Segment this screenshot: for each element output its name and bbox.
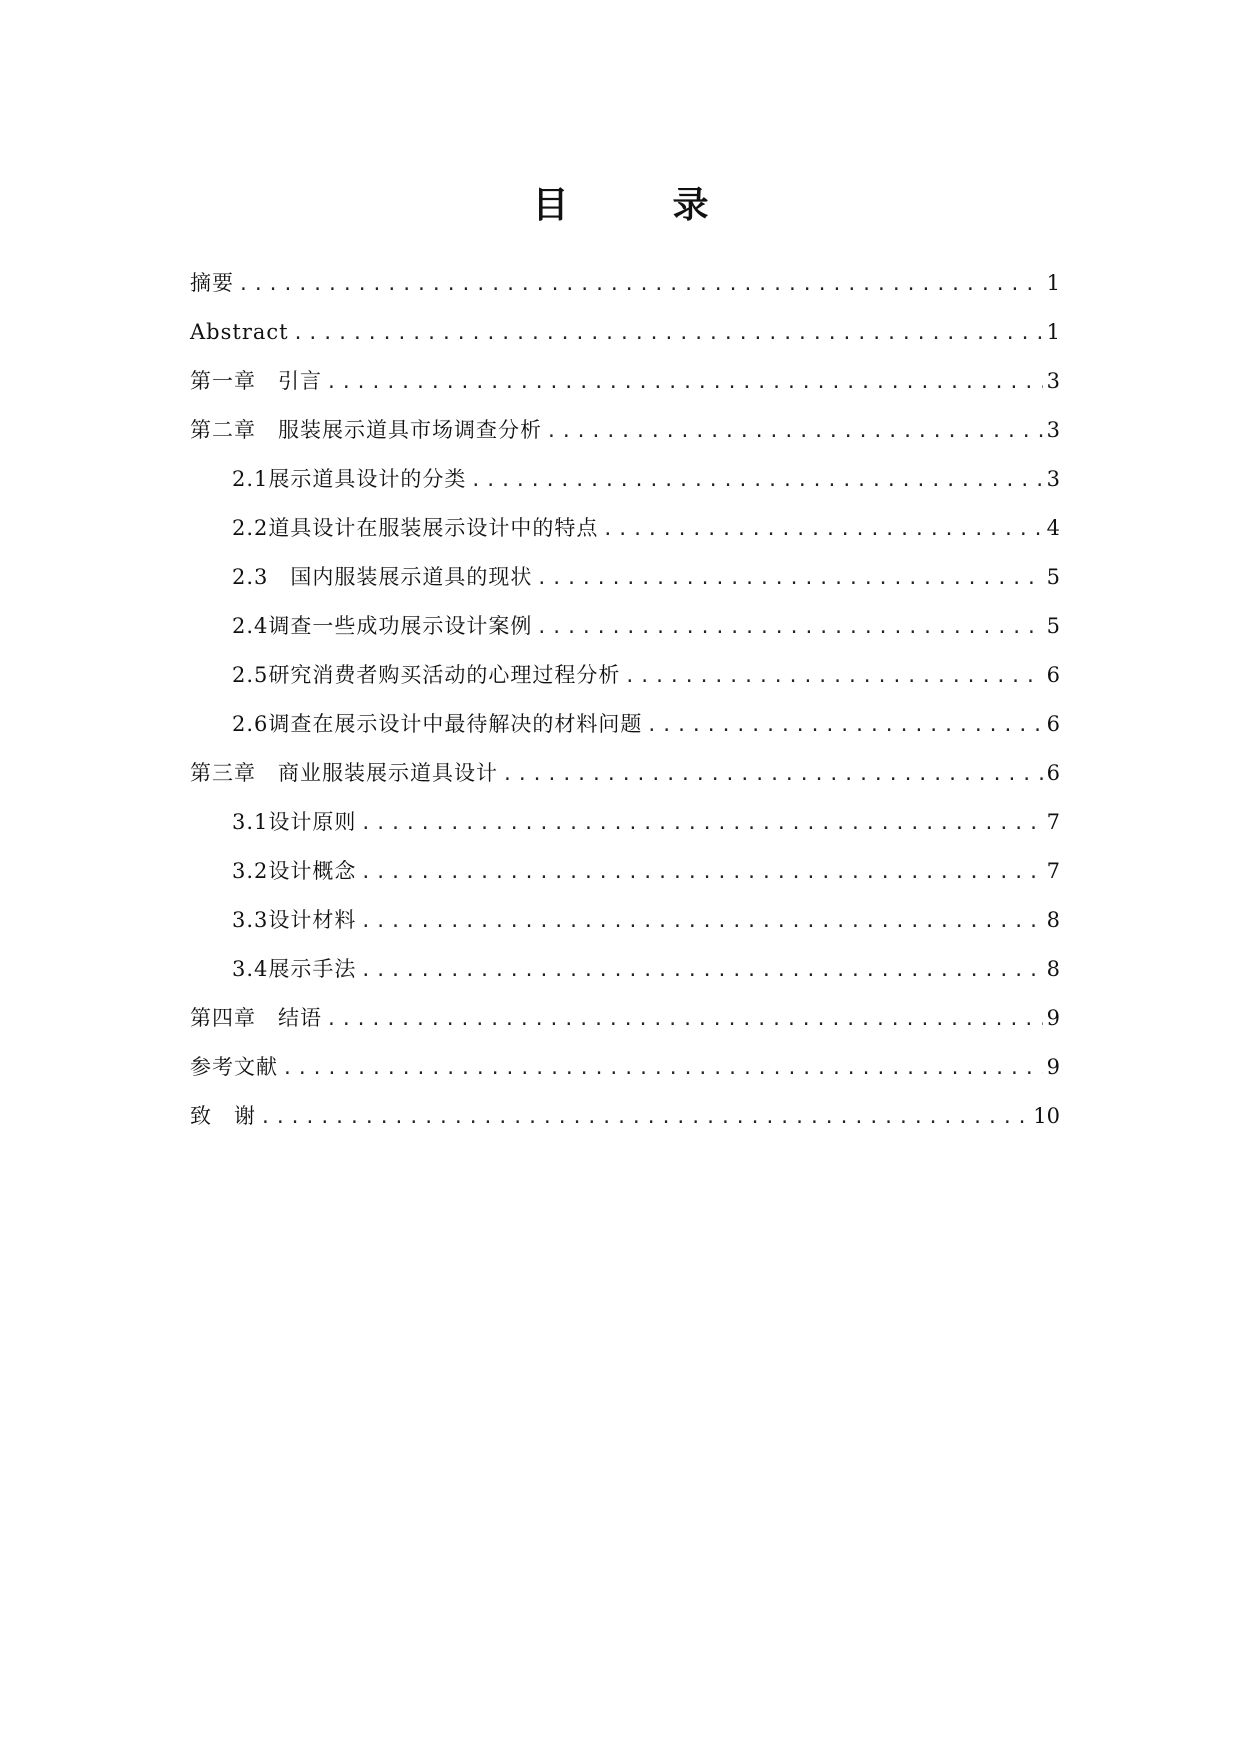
toc-entry	[190, 464, 1060, 513]
toc-entry-page-number: 5	[1046, 565, 1060, 589]
toc-entry-page-number: 6	[1046, 712, 1060, 736]
toc-entry-label: 2.2道具设计在服装展示设计中的特点	[232, 516, 599, 540]
toc-entry-page-number: 1	[1046, 271, 1060, 295]
toc-entry-page-number: 4	[1046, 516, 1060, 540]
dot-leader	[238, 270, 1043, 300]
page-title: 目 录	[532, 185, 743, 227]
toc-entry	[190, 807, 1060, 856]
toc-entry	[190, 1003, 1060, 1052]
toc-entry-label: 3.4展示手法	[232, 957, 357, 981]
toc-entry-label: 第二章 服装展示道具市场调查分析	[190, 418, 542, 442]
toc-entry-page-number: 9	[1046, 1055, 1060, 1079]
dot-leader	[624, 662, 1042, 692]
toc-entry-label: 2.6调查在展示设计中最待解决的材料问题	[232, 712, 643, 736]
toc-entry	[190, 611, 1060, 660]
dot-leader	[602, 515, 1042, 545]
toc-entry-label: 第三章 商业服装展示道具设计	[190, 761, 498, 785]
toc-entry	[190, 660, 1060, 709]
toc-entry-page-number: 3	[1046, 467, 1060, 491]
toc-entry	[190, 1101, 1060, 1150]
toc-entry-label: 摘要	[190, 271, 234, 295]
toc-entry-page-number: 9	[1046, 1006, 1060, 1030]
toc-entry-label: 致 谢	[190, 1104, 256, 1128]
dot-leader	[646, 711, 1042, 741]
toc-entry-label: 3.3设计材料	[232, 908, 357, 932]
dot-leader	[282, 1054, 1043, 1084]
dot-leader	[536, 564, 1042, 594]
toc-entry-label: 2.4调查一些成功展示设计案例	[232, 614, 533, 638]
toc-entry-label: Abstract	[190, 320, 289, 344]
toc-entry	[190, 366, 1060, 415]
dot-leader	[360, 858, 1042, 888]
toc-entry-label: 第一章 引言	[190, 369, 322, 393]
toc-entry-label: 2.1展示道具设计的分类	[232, 467, 467, 491]
toc-entry	[190, 905, 1060, 954]
dot-leader	[360, 907, 1042, 937]
toc-entry	[190, 709, 1060, 758]
toc-entry	[190, 513, 1060, 562]
toc-entry-label: 2.3 国内服装展示道具的现状	[232, 565, 533, 589]
toc-entry-label: 3.1设计原则	[232, 810, 357, 834]
toc-entry	[190, 1052, 1060, 1101]
toc-entry-page-number: 7	[1046, 810, 1060, 834]
table-of-contents	[190, 268, 1060, 1150]
toc-entry	[190, 317, 1060, 366]
toc-entry-page-number: 1	[1046, 320, 1060, 344]
toc-entry-page-number: 8	[1046, 957, 1060, 981]
dot-leader	[360, 956, 1042, 986]
toc-entry-label: 第四章 结语	[190, 1006, 322, 1030]
toc-entry-page-number: 3	[1046, 369, 1060, 393]
dot-leader	[260, 1103, 1029, 1133]
dot-leader	[293, 319, 1043, 349]
dot-leader	[502, 760, 1043, 790]
toc-entry	[190, 954, 1060, 1003]
toc-entry-page-number: 8	[1046, 908, 1060, 932]
toc-entry-page-number: 6	[1046, 761, 1060, 785]
toc-entry-label: 3.2设计概念	[232, 859, 357, 883]
toc-entry-label: 2.5研究消费者购买活动的心理过程分析	[232, 663, 621, 687]
dot-leader	[326, 368, 1043, 398]
dot-leader	[326, 1005, 1043, 1035]
toc-entry	[190, 415, 1060, 464]
dot-leader	[546, 417, 1043, 447]
toc-entry-label: 参考文献	[190, 1055, 278, 1079]
toc-entry-page-number: 6	[1046, 663, 1060, 687]
toc-entry-page-number: 3	[1046, 418, 1060, 442]
dot-leader	[360, 809, 1042, 839]
toc-entry-page-number: 7	[1046, 859, 1060, 883]
toc-entry	[190, 268, 1060, 317]
toc-entry-page-number: 5	[1046, 614, 1060, 638]
dot-leader	[470, 466, 1042, 496]
toc-entry	[190, 562, 1060, 611]
toc-entry-page-number: 10	[1033, 1104, 1060, 1128]
toc-entry	[190, 758, 1060, 807]
toc-entry	[190, 856, 1060, 905]
dot-leader	[536, 613, 1042, 643]
